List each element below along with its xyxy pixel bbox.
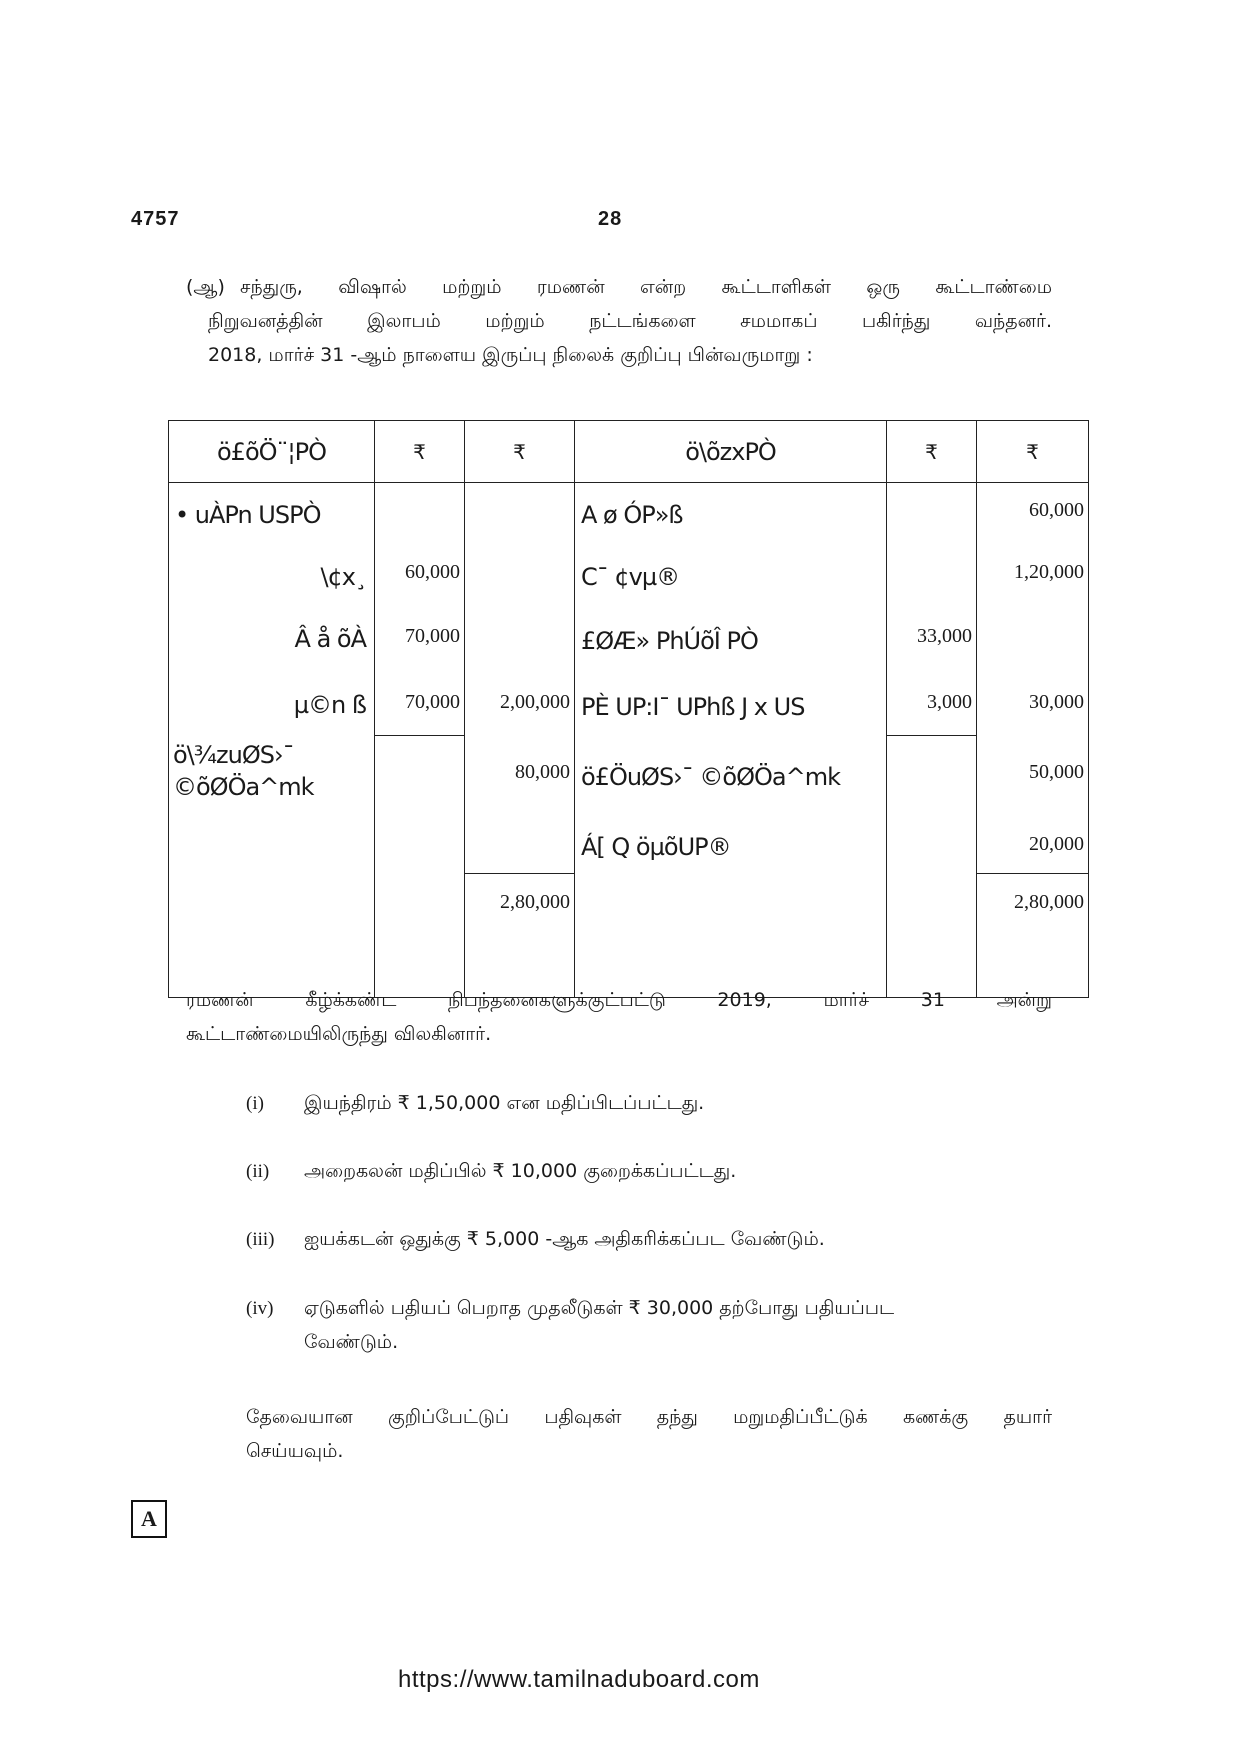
assets-total: 2,80,000 — [1014, 891, 1084, 913]
condition-item — [246, 1228, 825, 1253]
question-line-1: சந்துரு, விஷால் மற்றும் ரமணன் என்ற கூட்டாளிகள் ஒரு கூட்டாண்மை — [240, 276, 1052, 298]
asset-amount: 60,000 — [1029, 499, 1084, 521]
rupee-header-2: ₹ — [465, 421, 575, 483]
page-number: 28 — [598, 208, 623, 230]
liabilities-column — [169, 483, 375, 998]
condition-item — [246, 1160, 736, 1185]
intro-paragraph — [186, 983, 1052, 1051]
partner-name: \¢x¸ — [320, 563, 366, 591]
condition-item — [246, 1092, 704, 1117]
asset-inner-amount: 3,000 — [927, 691, 972, 713]
condition-continuation: வேண்டும். — [304, 1331, 399, 1353]
intro-line-1: ரமணன் கீழ்க்கண்ட நிபந்தனைகளுக்குட்பட்டு 2019, மார்ச் 31 அன்று — [186, 989, 1052, 1011]
asset-amount: 1,20,000 — [1014, 561, 1084, 583]
assets-header: ö\õzxPÒ — [685, 437, 776, 466]
liabilities-inner-column — [375, 483, 465, 998]
rupee-header-3: ₹ — [887, 421, 977, 483]
liabilities-outer-column — [465, 483, 575, 998]
total-rule — [977, 873, 1088, 874]
creditors-line-2: ©õØÖa^mk — [173, 773, 314, 801]
question-text-cont — [208, 304, 1052, 372]
question-line-3: 2018, மார்ச் 31 -ஆம் நாளைய இருப்பு நிலைக் குறிப்பு பின்வருமாறு : — [208, 344, 813, 366]
condition-text: அறைகலன் மதிப்பில் ₹ 10,000 குறைக்கப்பட்டது. — [304, 1160, 737, 1182]
partner-amount: 60,000 — [405, 561, 460, 583]
asset-amount: 20,000 — [1029, 833, 1084, 855]
subtotal-rule — [375, 735, 464, 736]
table-header-row — [169, 421, 1089, 483]
asset-name: A ø ÓP»ß — [581, 501, 683, 529]
creditors-line-1: ö\¾zuØS›¯ — [173, 741, 294, 769]
table-body-row — [169, 483, 1089, 998]
assets-outer-column — [977, 483, 1089, 998]
creditors-amount: 80,000 — [515, 761, 570, 783]
question-line-2: நிறுவனத்தின் இலாபம் மற்றும் நட்டங்களை சமமாகப் பகிர்ந்து வந்தனர். — [208, 310, 1052, 332]
rupee-header-1: ₹ — [375, 421, 465, 483]
question-label: (ஆ) — [186, 276, 225, 298]
instruction-paragraph — [246, 1400, 1052, 1468]
assets-inner-column — [887, 483, 977, 998]
condition-number: (i) — [246, 1093, 264, 1114]
rupee-header-4: ₹ — [977, 421, 1089, 483]
asset-name: ö£ÖuØS›¯ ©õØÖa^mk — [581, 763, 840, 791]
footer-url[interactable]: https://www.tamilnaduboard.com — [398, 1666, 760, 1693]
instruction-line-2: செய்யவும். — [246, 1440, 344, 1462]
asset-inner-amount: 33,000 — [917, 625, 972, 647]
assets-column — [575, 483, 887, 998]
condition-number: (ii) — [246, 1161, 270, 1182]
balance-sheet-table — [168, 420, 1089, 998]
liabilities-header: ö£õÖ¨¦PÒ — [217, 437, 326, 466]
condition-text: இயந்திரம் ₹ 1,50,000 என மதிப்பிடப்பட்டது. — [304, 1092, 705, 1114]
instruction-line-1: தேவையான குறிப்பேட்டுப் பதிவுகள் தந்து மறுமதிப்பீட்டுக் கணக்கு தயார் — [246, 1406, 1052, 1428]
condition-text: ஏடுகளில் பதியப் பெறாத முதலீடுகள் ₹ 30,000 தற்போது பதியப்பட — [304, 1297, 895, 1319]
total-rule — [465, 873, 574, 874]
asset-name: C¯ ¢vµ® — [581, 563, 680, 591]
subtotal-rule — [887, 735, 976, 736]
partner-amount: 70,000 — [405, 691, 460, 713]
liabilities-total: 2,80,000 — [500, 891, 570, 913]
partner-name: Â å õÀ — [294, 625, 366, 653]
question-text — [240, 270, 1052, 304]
asset-name: PÈ UP:I¯ UPhß J x US — [581, 693, 805, 721]
asset-amount: 30,000 — [1029, 691, 1084, 713]
partner-amount: 70,000 — [405, 625, 460, 647]
capital-label: • uÀPn USPÒ — [175, 501, 321, 529]
question-code: 4757 — [131, 208, 180, 230]
condition-text: ஐயக்கடன் ஒதுக்கு ₹ 5,000 -ஆக அதிகரிக்கப்பட வேண்டும். — [304, 1228, 825, 1250]
condition-item — [246, 1297, 894, 1322]
asset-name: £ØÆ» PhÚõÎ PÒ — [581, 627, 758, 655]
partner-name: µ©n ß — [293, 691, 366, 719]
asset-name: Á[ Q öµõUP® — [581, 833, 731, 861]
asset-amount: 50,000 — [1029, 761, 1084, 783]
version-box: A — [131, 1500, 167, 1538]
intro-line-2: கூட்டாண்மையிலிருந்து விலகினார். — [186, 1023, 492, 1045]
capital-total: 2,00,000 — [500, 691, 570, 713]
condition-number: (iii) — [246, 1229, 275, 1250]
condition-number: (iv) — [246, 1298, 274, 1319]
